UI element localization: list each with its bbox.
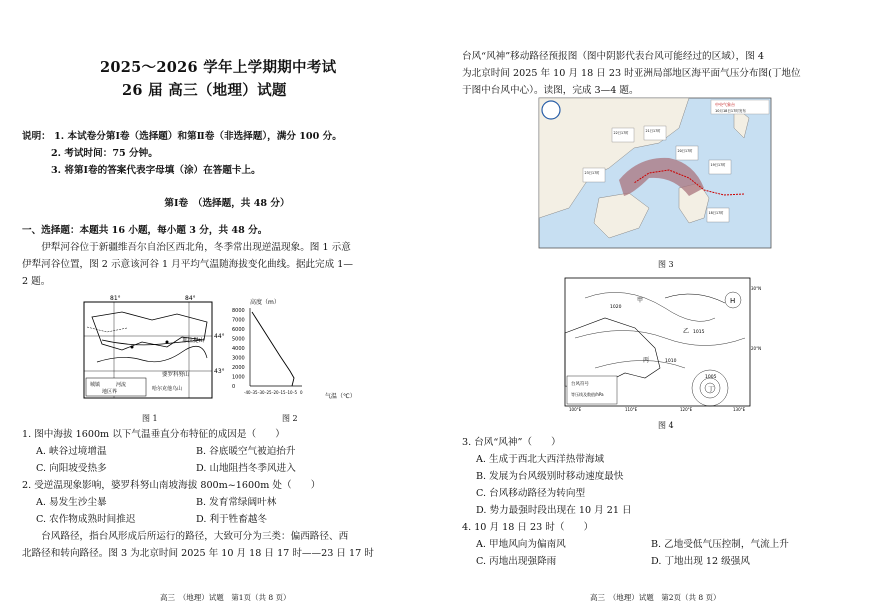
intro-line: 为北京时间 2025 年 10 月 18 日 23 时亚洲局部地区海平面气压分布图(丁地位 <box>462 68 801 79</box>
fig1-legend-river: 河流 <box>116 382 127 388</box>
fig1-label-mtn3: 哈尔克他乌山 <box>152 386 183 392</box>
option-a[interactable]: A. 易发生沙尘暴 <box>36 497 107 508</box>
forecast-box-label: 22日17时 <box>613 131 629 135</box>
point-yi: 乙 <box>683 328 690 335</box>
cma-logo <box>542 101 560 119</box>
right-questions <box>462 434 872 570</box>
fig1-lon-84: 84° <box>185 295 196 302</box>
forecast-box-label: 19日17时 <box>710 163 726 167</box>
fig1-label-mtn2: 婆罗科努山 <box>162 372 190 378</box>
exam-title: 2025～2026 学年上学期期中考试 <box>100 59 337 76</box>
option-a[interactable]: A. 生成于西北大西洋热带海域 <box>476 454 605 465</box>
question-4-options-cd <box>462 553 872 570</box>
intro-line: 伊犁河谷位置，图 2 示意该河谷 1 月平均气温随海拔变化曲线。据此完成 1— <box>22 259 353 270</box>
figure-3-typhoon-map <box>539 98 771 248</box>
intro-line: 北路径和转向路径。图 3 为北京时间 2025 年 10 月 18 日 17 时——23 日 17 时 <box>22 548 374 559</box>
fig2-xtick-label: -10 <box>286 390 293 395</box>
option-b[interactable]: B. 谷底暖空气被迫抬升 <box>196 446 296 457</box>
option-a[interactable]: A. 峡谷过境增温 <box>36 446 107 457</box>
forecast-box <box>676 146 698 160</box>
fig4-legend <box>567 376 617 404</box>
forecast-box <box>583 168 605 182</box>
fig2-ytick-label: 7000 <box>232 317 245 324</box>
point-ding: 丁 <box>708 386 715 393</box>
fig2-xtick-label: -15 <box>279 390 286 395</box>
fig1-lat-43: 43° <box>214 368 225 375</box>
intro-line: 台风“风神”移动路径预报图（图中阴影代表台风可能经过的区域），图 4 <box>462 51 764 62</box>
forecast-box-label: 21日17时 <box>645 129 661 133</box>
fig2-xlabel: 气温（℃） <box>325 393 356 400</box>
option-d[interactable]: D. 丁地出现 12 级强风 <box>651 556 750 567</box>
fig3-legend-title: 中央气象台 <box>715 102 735 107</box>
intro-line: 2 题。 <box>22 276 51 287</box>
figure-2-caption: 图 2 <box>282 414 298 423</box>
left-questions <box>22 426 432 562</box>
fig2-ytick-label: 8000 <box>232 308 245 314</box>
fig2-ytick-label: 3000 <box>232 355 245 362</box>
fig2-xtick-label: -30 <box>258 390 265 395</box>
question-1-options-cd <box>22 460 432 477</box>
option-d[interactable]: D. 山地阻挡冬季风进入 <box>196 463 296 474</box>
isobar-label-1005: 1005 <box>705 375 717 380</box>
forecast-box-label: 23日17时 <box>584 171 600 175</box>
figure-1-map <box>82 292 230 402</box>
fig2-ytick-label: 0 <box>232 384 236 390</box>
option-d[interactable]: D. 利于牲畜越冬 <box>196 514 268 525</box>
fig1-lon-81: 81° <box>110 295 121 302</box>
question-1: 1. 图中海拔 1600m 以下气温垂直分布特征的成因是（ ） <box>22 429 285 440</box>
high-pressure-label: H <box>730 297 736 305</box>
fig2-xtick-label: -35 <box>251 390 258 395</box>
page-footer-right: 高三 （地理）试题 第2页（共 8 页） <box>590 593 721 602</box>
isobar-label-1015: 1015 <box>693 330 705 335</box>
forecast-box <box>612 128 634 142</box>
question-2: 2. 受逆温现象影响，婆罗科努山南坡海拔 800m~1600m 处（ ） <box>22 480 321 491</box>
note-3: 3. 将第Ⅰ卷的答案代表字母填（涂）在答题卡上。 <box>51 165 261 176</box>
fig1-lat-44: 44° <box>214 333 225 340</box>
fig4-legend-isobar: 等压线及数值/hPa <box>571 392 604 397</box>
point-jia: 甲 <box>637 297 644 304</box>
point-bing: 丙 <box>643 357 650 364</box>
fig2-ytick-label: 5000 <box>232 336 245 343</box>
fig2-xtick-label: -5 <box>293 390 297 395</box>
exam-subtitle: 26 届 高三（地理）试题 <box>122 82 287 99</box>
fig3-legend-subtitle: 10月18日17时发布 <box>715 109 746 113</box>
right-column <box>462 48 872 99</box>
intro-line: 伊犁河谷位于新疆维吾尔自治区西北角，冬季常出现逆温现象。图 1 示意 <box>41 242 351 253</box>
fig2-ylabel: 高度（m） <box>250 299 280 306</box>
page-footer-left: 高三 （地理）试题 第1页（共 8 页） <box>160 593 291 602</box>
fig4-lon-130: 130°E <box>733 407 746 412</box>
fig4-legend-typhoon: 台风符号 <box>571 382 589 387</box>
option-c[interactable]: C. 丙地出现强降雨 <box>476 556 557 567</box>
section-part1: 一、选择题：本题共 16 小题，每小题 3 分，共 48 分。 <box>22 225 268 236</box>
left-column <box>22 128 432 290</box>
fig1-legend-city: 城镇 <box>90 382 101 388</box>
question-1-options-ab <box>22 443 432 460</box>
forecast-box <box>707 208 729 222</box>
fig1-label-nalati: 那拉提山 <box>182 338 205 344</box>
figure-1-caption: 图 1 <box>142 414 158 423</box>
option-d[interactable]: D. 势力最强时段出现在 10 月 21 日 <box>476 505 632 516</box>
option-b[interactable]: B. 发展为台风级别时移动速度最快 <box>476 471 624 482</box>
fig2-xtick-label: -40 <box>244 390 251 395</box>
forecast-box <box>644 126 666 140</box>
note-1: 说明： 1. 本试卷分第Ⅰ卷（选择题）和第Ⅱ卷（非选择题），满分 100 分。 <box>22 131 342 142</box>
fig2-xtick-label: 0 <box>300 390 303 395</box>
intro-line: 于图中台风中心）。读图，完成 3—4 题。 <box>462 85 639 96</box>
figure-4-pressure-map <box>565 278 762 412</box>
fig4-lat-20: 20°N <box>751 346 762 351</box>
fig2-xtick-label: -25 <box>265 390 272 395</box>
fig2-ytick-label: 1000 <box>232 374 245 381</box>
forecast-box <box>709 160 731 174</box>
fig2-ytick-label: 4000 <box>232 346 245 352</box>
intro-line: 台风路径，指台风形成后所运行的路径，大致可分为三类：偏西路径、西 <box>41 531 349 542</box>
question-2-options-ab <box>22 494 432 511</box>
forecast-box-label: 20日17时 <box>677 149 693 153</box>
option-b[interactable]: B. 发育常绿阔叶林 <box>196 497 277 508</box>
fig2-ytick-label: 6000 <box>232 327 245 333</box>
isobar-label-1010: 1010 <box>665 359 677 364</box>
fig2-temperature-curve <box>252 312 294 386</box>
fig2-ytick-label: 2000 <box>232 365 245 371</box>
question-2-options-cd <box>22 511 432 528</box>
section-juan1: 第Ⅰ卷 （选择题，共 48 分） <box>164 198 290 209</box>
fig4-lon-100: 100°E <box>569 407 582 412</box>
figure-4-caption: 图 4 <box>658 421 674 430</box>
fig4-lon-120: 120°E <box>680 407 693 412</box>
isobar-label-1020: 1020 <box>610 305 622 310</box>
fig1-legend-border: 地区界 <box>102 389 118 395</box>
question-3: 3. 台风“风神”（ ） <box>462 437 561 448</box>
question-4: 4. 10 月 18 日 23 时（ ） <box>462 522 594 533</box>
question-4-options-ab <box>462 536 872 553</box>
option-b[interactable]: B. 乙地受低气压控制，气流上升 <box>651 539 789 550</box>
option-a[interactable]: A. 甲地风向为偏南风 <box>476 539 566 550</box>
forecast-box-label: 18日17时 <box>708 211 724 215</box>
fig4-lat-30: 30°N <box>751 286 762 291</box>
figure-3-caption: 图 3 <box>658 260 674 269</box>
fig2-xtick-label: -20 <box>272 390 279 395</box>
option-c[interactable]: C. 台风移动路径为转向型 <box>476 488 586 499</box>
fig4-lon-110: 110°E <box>625 407 638 412</box>
option-c[interactable]: C. 农作物成熟时间推迟 <box>36 514 136 525</box>
option-c[interactable]: C. 向阳坡受热多 <box>36 463 107 474</box>
figure-2-chart <box>230 296 370 406</box>
note-2: 2. 考试时间：75 分钟。 <box>51 148 158 159</box>
